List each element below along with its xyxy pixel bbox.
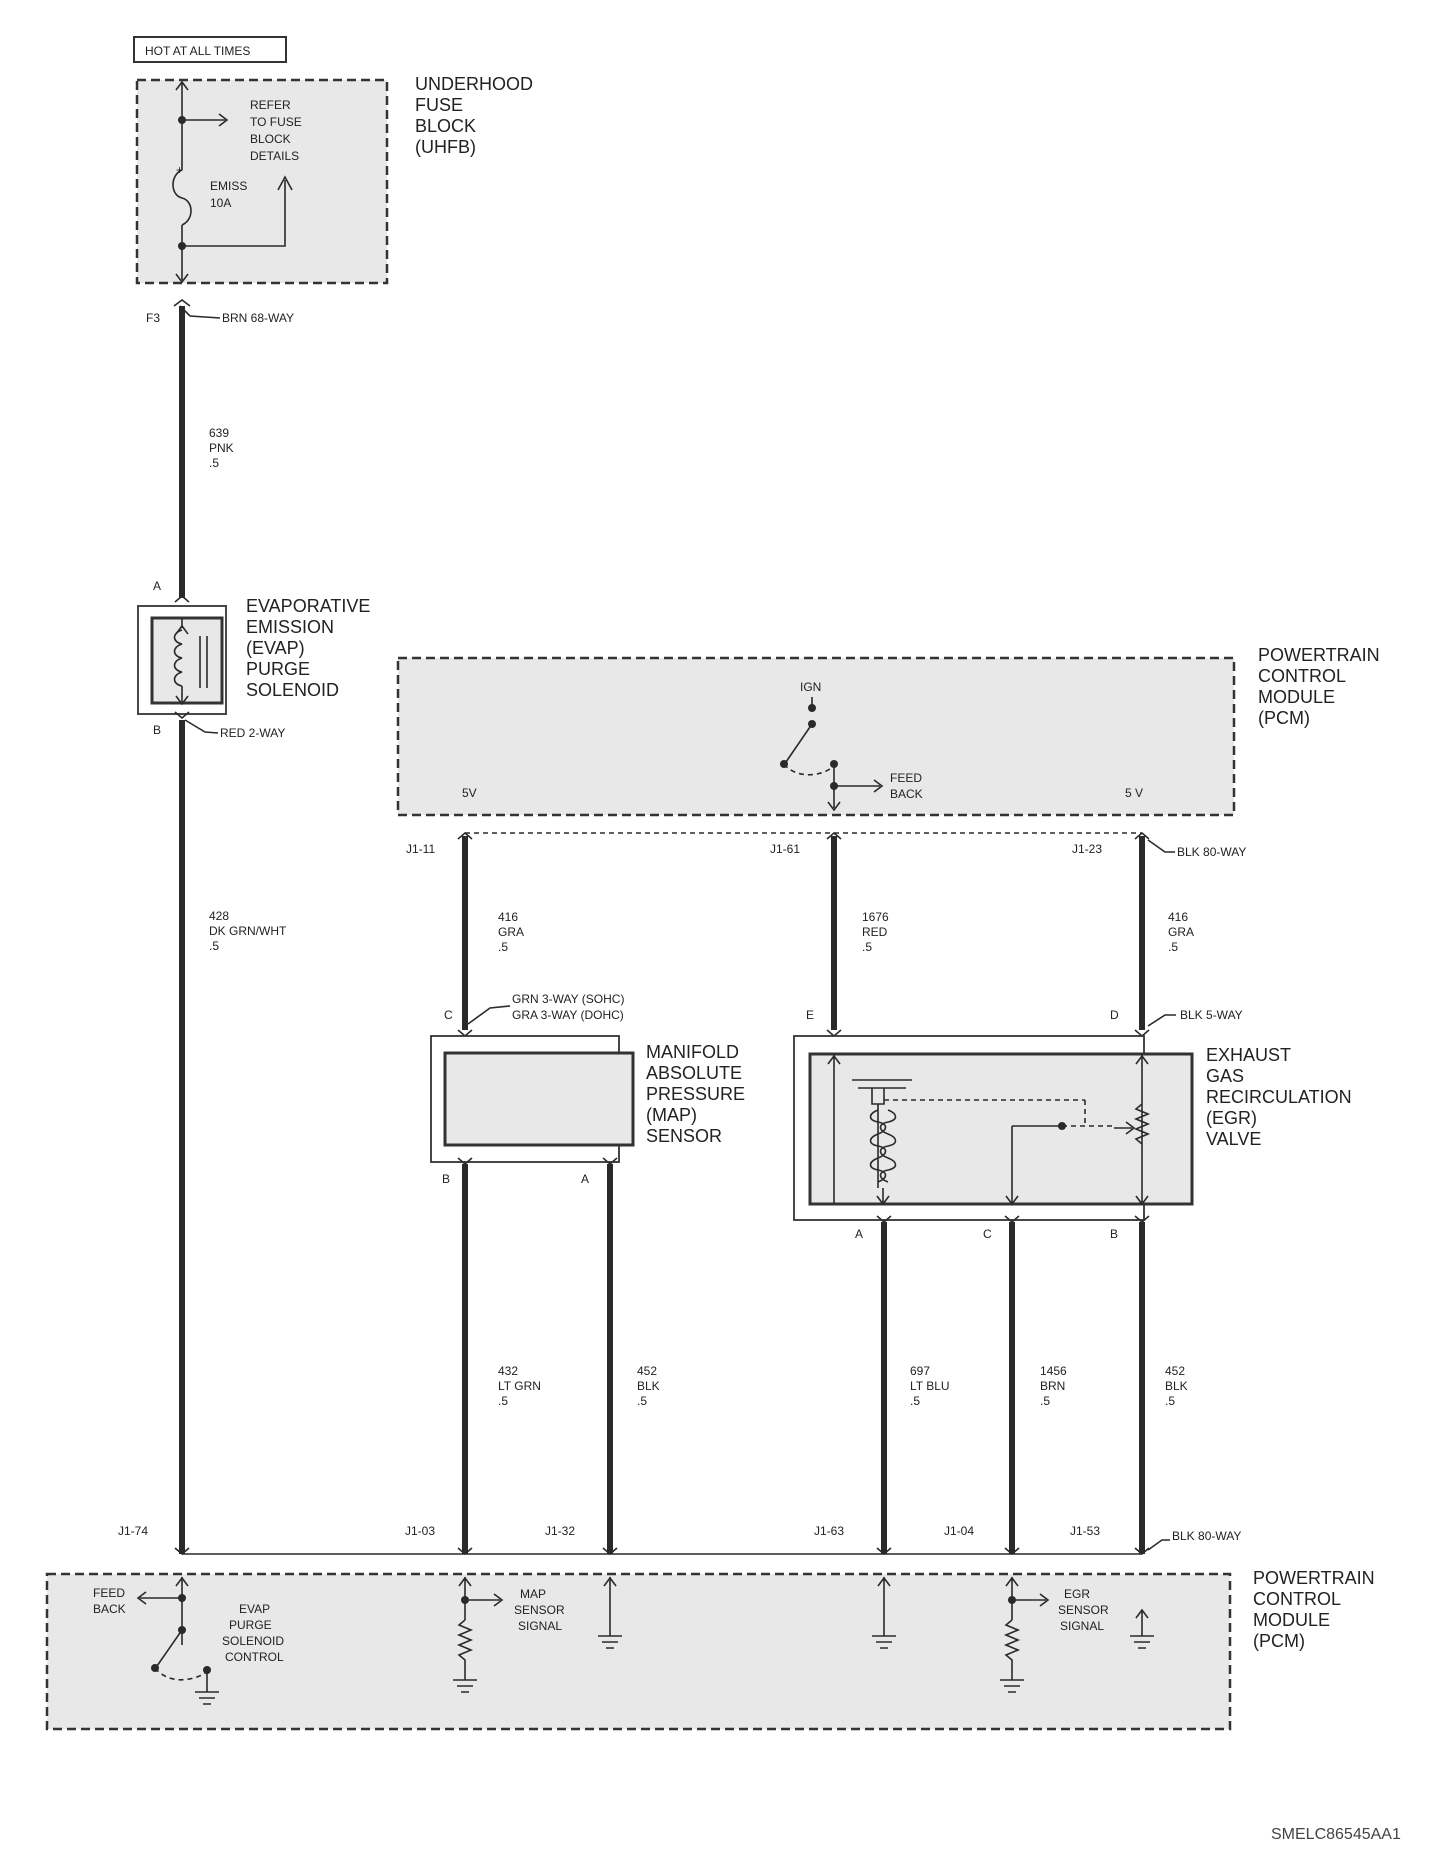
svg-text:FUSE: FUSE [415, 95, 464, 115]
top-connector-marks [458, 833, 1175, 852]
svg-text:BLK: BLK [1165, 1379, 1188, 1393]
blk-5-way-label: BLK 5-WAY [1180, 1008, 1243, 1022]
hot-at-all-times-label: HOT AT ALL TIMES [145, 44, 251, 58]
svg-text:BLK: BLK [637, 1379, 660, 1393]
svg-text:10A: 10A [210, 196, 232, 210]
svg-text:.5: .5 [498, 940, 509, 954]
svg-text:.5: .5 [1040, 1394, 1051, 1408]
svg-text:LT BLU: LT BLU [910, 1379, 950, 1393]
j1-03-label: J1-03 [405, 1524, 436, 1538]
j1-23-label: J1-23 [1072, 842, 1103, 856]
svg-text:CONTROL: CONTROL [1253, 1589, 1342, 1609]
svg-text:MODULE: MODULE [1258, 687, 1336, 707]
svg-text:GAS: GAS [1206, 1066, 1245, 1086]
svg-text:SIGNAL: SIGNAL [518, 1619, 563, 1633]
svg-text:.5: .5 [1165, 1394, 1176, 1408]
evap-pin-b: B [153, 723, 162, 737]
svg-text:.5: .5 [910, 1394, 921, 1408]
svg-text:.5: .5 [209, 456, 220, 470]
svg-text:GRN 3-WAY (SOHC): GRN 3-WAY (SOHC) [512, 992, 625, 1006]
svg-text:432: 432 [498, 1364, 519, 1378]
wire-432-label [498, 1364, 541, 1408]
conn-f3-label: F3 [146, 311, 161, 325]
evap-pin-a: A [153, 579, 162, 593]
svg-text:EMISS: EMISS [210, 179, 248, 193]
svg-text:416: 416 [1168, 910, 1189, 924]
svg-text:POWERTRAIN: POWERTRAIN [1258, 645, 1380, 665]
svg-text:RED: RED [862, 925, 888, 939]
svg-text:REFER: REFER [250, 98, 291, 112]
svg-text:EMISSION: EMISSION [246, 617, 335, 637]
egr-pin-e: E [806, 1008, 815, 1022]
j1-61-label: J1-61 [770, 842, 801, 856]
map-connector-label [512, 992, 624, 1022]
svg-text:LT GRN: LT GRN [498, 1379, 541, 1393]
svg-text:MAP: MAP [520, 1587, 547, 1601]
j1-53-label: J1-53 [1070, 1524, 1101, 1538]
j1-32-label: J1-32 [545, 1524, 576, 1538]
svg-text:FEED: FEED [890, 771, 923, 785]
egr-pin-d: D [1110, 1008, 1119, 1022]
svg-text:1456: 1456 [1040, 1364, 1067, 1378]
svg-text:UNDERHOOD: UNDERHOOD [415, 74, 534, 94]
svg-text:(EVAP): (EVAP) [246, 638, 305, 658]
svg-text:(EGR): (EGR) [1206, 1108, 1257, 1128]
svg-text:EXHAUST: EXHAUST [1206, 1045, 1292, 1065]
5v-right-label: 5 V [1125, 786, 1144, 800]
svg-text:+: + [176, 163, 184, 177]
svg-text:EVAP: EVAP [239, 1602, 271, 1616]
svg-text:.5: .5 [209, 939, 220, 953]
svg-text:MANIFOLD: MANIFOLD [646, 1042, 740, 1062]
svg-text:RECIRCULATION: RECIRCULATION [1206, 1087, 1352, 1107]
svg-text:VALVE: VALVE [1206, 1129, 1262, 1149]
wire-1676-label [862, 910, 889, 954]
egr-pin-a: A [855, 1227, 864, 1241]
egr-top-marks [827, 1015, 1176, 1036]
wire-416-map-label [498, 910, 524, 954]
diagram-code: SMELC86545AA1 [1271, 1826, 1401, 1843]
svg-text:BRN: BRN [1040, 1379, 1066, 1393]
svg-text:452: 452 [637, 1364, 658, 1378]
svg-text:.5: .5 [862, 940, 873, 954]
svg-text:697: 697 [910, 1364, 931, 1378]
svg-text:452: 452 [1165, 1364, 1186, 1378]
svg-text:SENSOR: SENSOR [646, 1126, 723, 1146]
svg-text:(PCM): (PCM) [1258, 708, 1310, 728]
red-2-way-label: RED 2-WAY [220, 726, 286, 740]
j1-04-label: J1-04 [944, 1524, 975, 1538]
blk-80-way-bottom-label: BLK 80-WAY [1172, 1529, 1242, 1543]
svg-text:.5: .5 [1168, 940, 1179, 954]
svg-text:CONTROL: CONTROL [1258, 666, 1347, 686]
svg-text:GRA 3-WAY (DOHC): GRA 3-WAY (DOHC) [512, 1008, 624, 1022]
svg-text:SOLENOID: SOLENOID [246, 680, 340, 700]
wire-428-label [209, 909, 287, 953]
egr-title [1206, 1045, 1352, 1149]
wire-416-egr-label [1168, 910, 1194, 954]
svg-text:SIGNAL: SIGNAL [1060, 1619, 1105, 1633]
svg-text:PNK: PNK [209, 441, 234, 455]
svg-text:SOLENOID: SOLENOID [222, 1634, 285, 1648]
svg-text:(UHFB): (UHFB) [415, 137, 476, 157]
5v-left-label: 5V [462, 786, 477, 800]
blk-80-way-top-label: BLK 80-WAY [1177, 845, 1247, 859]
svg-text:BLOCK: BLOCK [250, 132, 291, 146]
svg-text:CONTROL: CONTROL [225, 1650, 284, 1664]
svg-text:DETAILS: DETAILS [250, 149, 300, 163]
svg-text:ABSOLUTE: ABSOLUTE [646, 1063, 743, 1083]
map-pin-a: A [581, 1172, 590, 1186]
uhfb-title [415, 74, 533, 157]
svg-text:BACK: BACK [93, 1602, 126, 1616]
svg-text:416: 416 [498, 910, 519, 924]
svg-text:SENSOR: SENSOR [1058, 1603, 1109, 1617]
svg-text:EGR: EGR [1064, 1587, 1091, 1601]
svg-text:MODULE: MODULE [1253, 1610, 1331, 1630]
svg-text:PURGE: PURGE [229, 1618, 272, 1632]
svg-text:.5: .5 [637, 1394, 648, 1408]
svg-text:DK GRN/WHT: DK GRN/WHT [209, 924, 287, 938]
j1-63-label: J1-63 [814, 1524, 845, 1538]
pcm-bottom-title [1253, 1568, 1375, 1651]
svg-text:GRA: GRA [1168, 925, 1195, 939]
svg-text:1676: 1676 [862, 910, 889, 924]
svg-text:BLOCK: BLOCK [415, 116, 477, 136]
svg-text:TO FUSE: TO FUSE [250, 115, 302, 129]
map-pin-c: C [444, 1008, 453, 1022]
map-sensor-body [445, 1053, 633, 1145]
svg-text:639: 639 [209, 426, 230, 440]
evap-pin-a-mark [175, 596, 189, 602]
bottom-connector-marks [175, 1540, 1170, 1554]
wire-1456-label [1040, 1364, 1067, 1408]
svg-text:BACK: BACK [890, 787, 923, 801]
svg-text:EVAPORATIVE: EVAPORATIVE [246, 596, 371, 616]
wire-452-map-label [637, 1364, 660, 1408]
brn-68-way-label: BRN 68-WAY [222, 311, 295, 325]
svg-text:(PCM): (PCM) [1253, 1631, 1305, 1651]
wire-639-label [209, 426, 234, 470]
wire-452-egr-label [1165, 1364, 1188, 1408]
svg-text:(MAP): (MAP) [646, 1105, 697, 1125]
ign-label: IGN [800, 680, 822, 694]
svg-text:PURGE: PURGE [246, 659, 311, 679]
map-pin-b: B [442, 1172, 451, 1186]
j1-74-label: J1-74 [118, 1524, 149, 1538]
pcm-top-title [1258, 645, 1380, 728]
map-title [646, 1042, 745, 1146]
svg-text:428: 428 [209, 909, 230, 923]
svg-text:PRESSURE: PRESSURE [646, 1084, 746, 1104]
egr-pin-b: B [1110, 1227, 1119, 1241]
evap-solenoid-body [152, 618, 222, 703]
svg-text:SENSOR: SENSOR [514, 1603, 565, 1617]
svg-text:GRA: GRA [498, 925, 525, 939]
j1-11-label: J1-11 [406, 842, 436, 856]
svg-text:.5: .5 [498, 1394, 509, 1408]
svg-text:FEED: FEED [93, 1586, 126, 1600]
svg-text:POWERTRAIN: POWERTRAIN [1253, 1568, 1375, 1588]
egr-pin-c: C [983, 1227, 992, 1241]
evap-title [246, 596, 370, 700]
wire-697-label [910, 1364, 950, 1408]
